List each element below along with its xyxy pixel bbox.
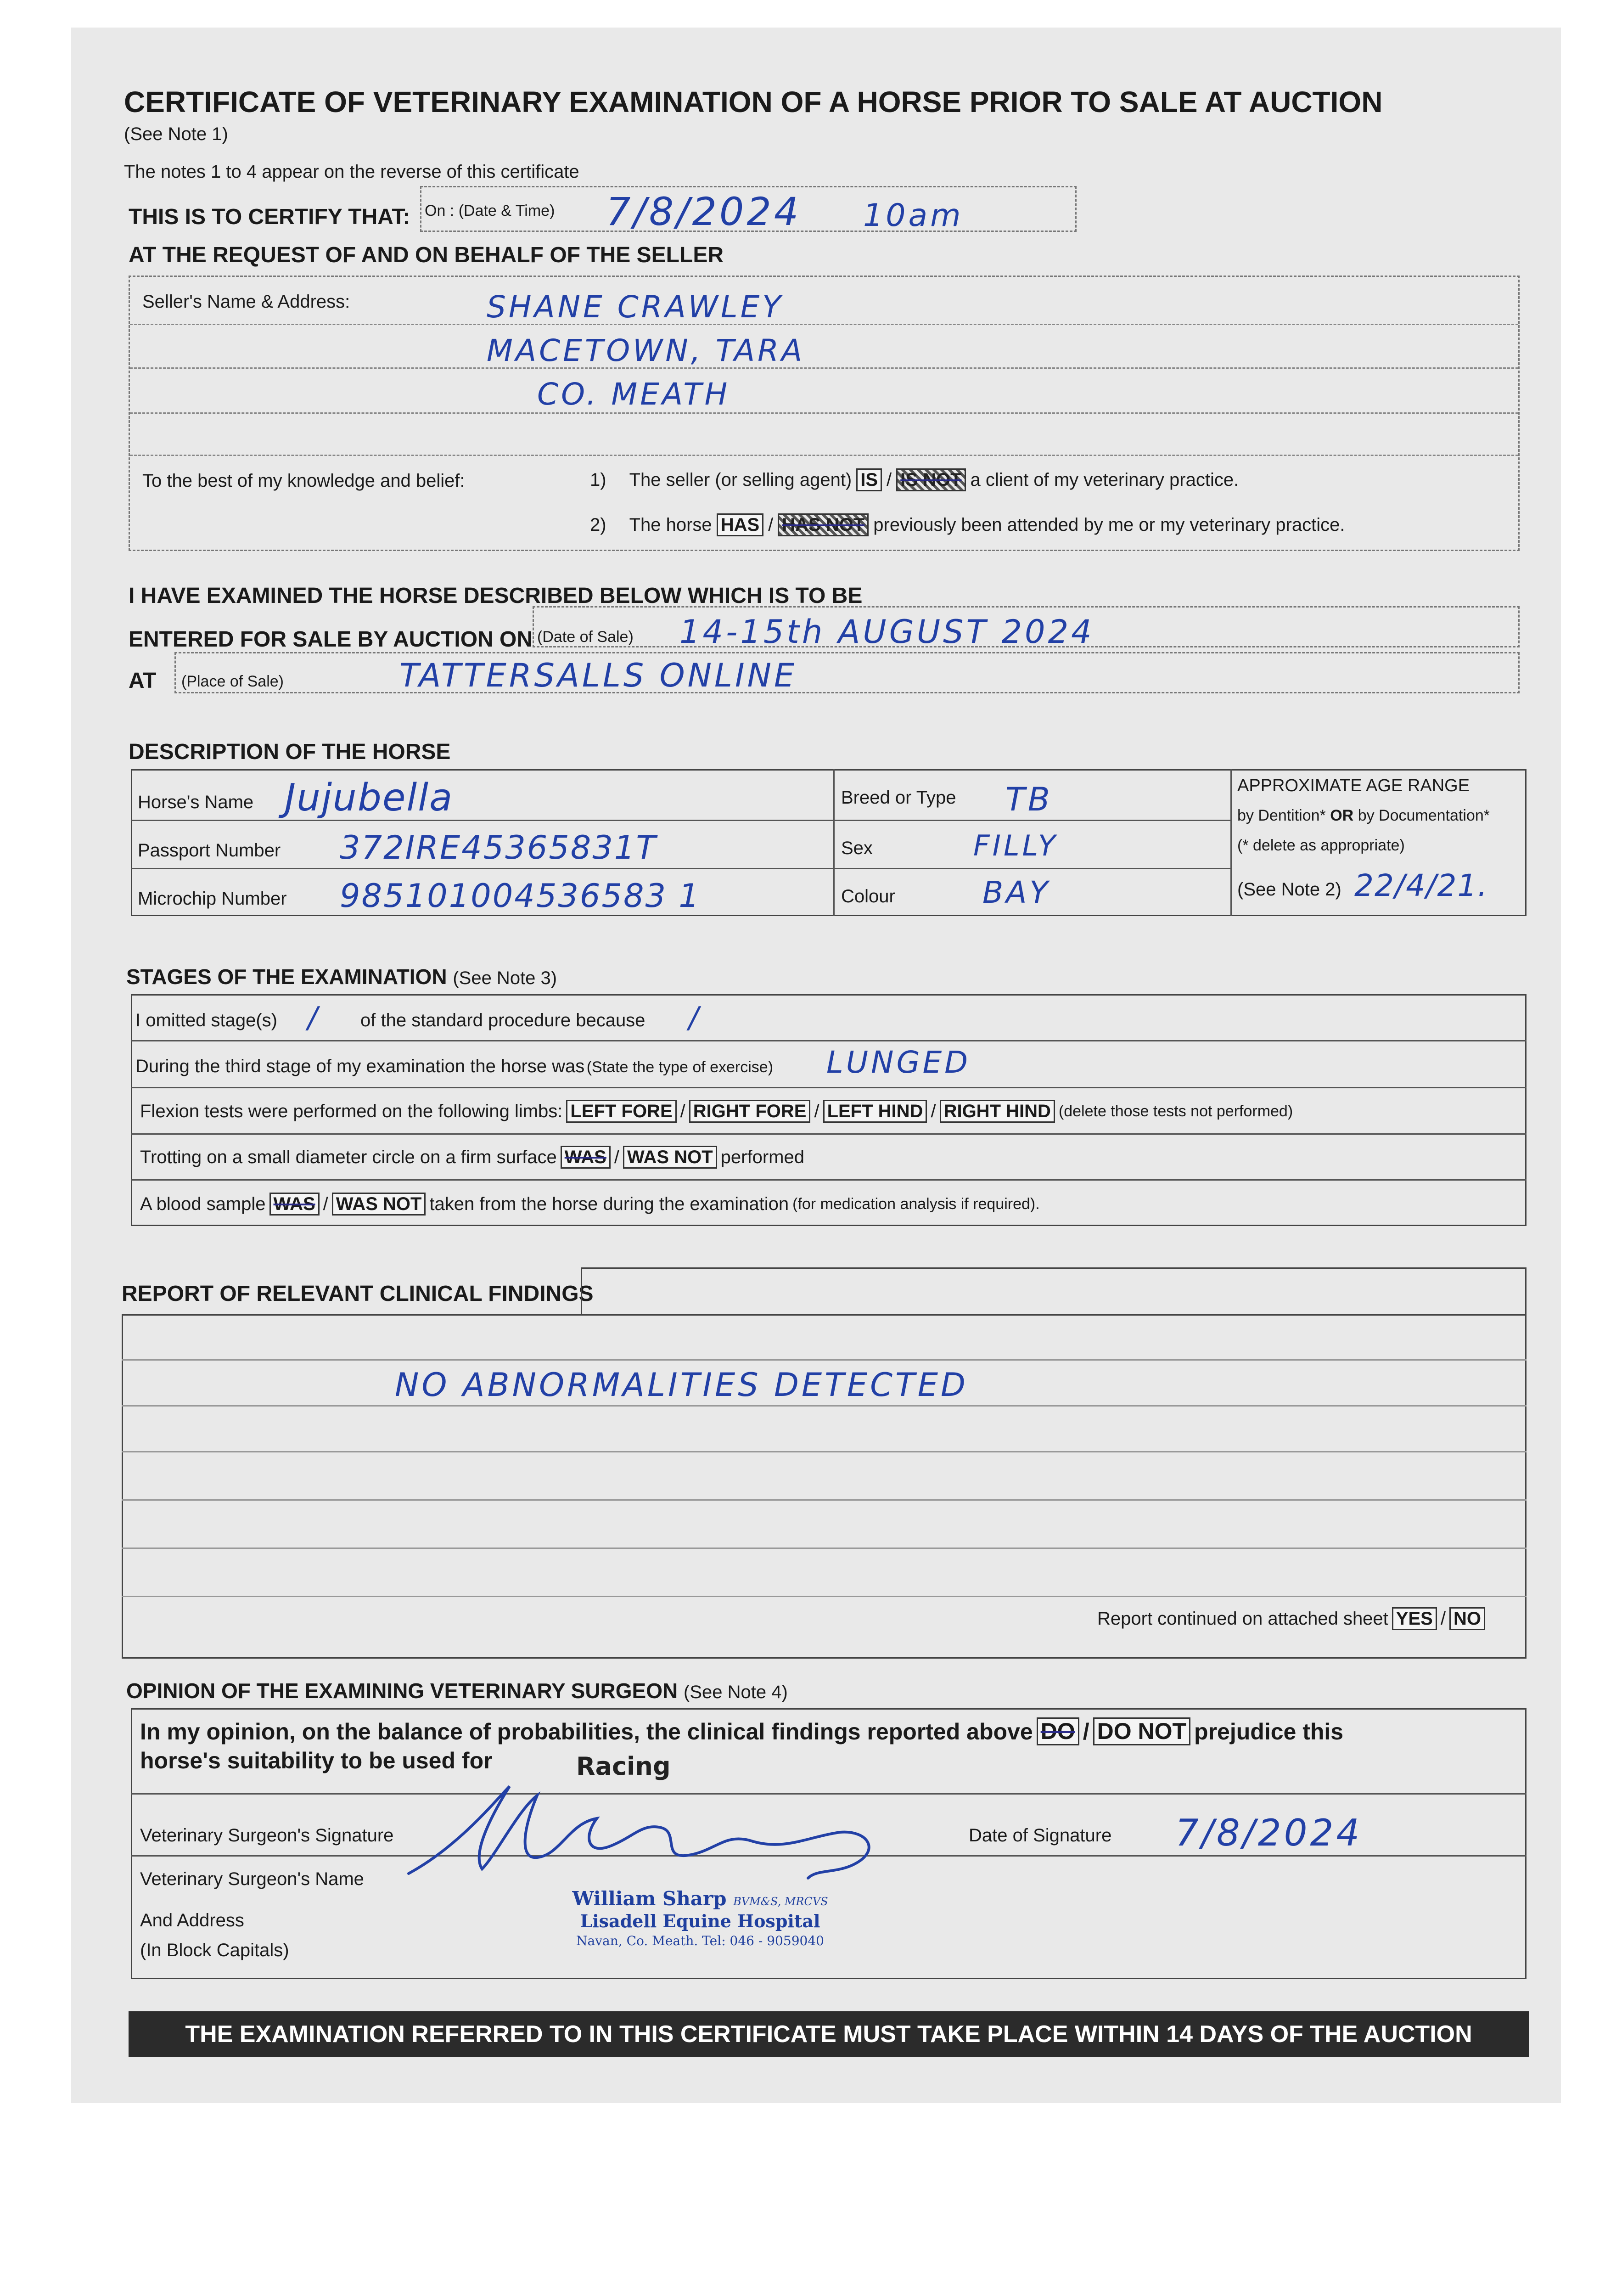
omitted-value[interactable]: / [308,1001,320,1035]
sale-heading: I HAVE EXAMINED THE HORSE DESCRIBED BELOW WHICH IS TO BE [129,584,863,608]
flexion-note: (delete those tests not performed) [1058,1102,1293,1120]
date-of-signature-value[interactable]: 7/8/2024 [1175,1812,1363,1854]
breed-value[interactable]: TB [1005,781,1053,818]
report-option-no[interactable]: NO [1449,1607,1485,1630]
certify-date-value[interactable]: 7/8/2024 [606,189,802,234]
opinion-note: (See Note 4) [684,1682,788,1702]
third-stage-value[interactable]: LUNGED [826,1045,971,1080]
report-option-yes[interactable]: YES [1392,1607,1437,1630]
opinion-heading-row [126,1678,788,1703]
sex-value[interactable]: FILLY [973,829,1058,862]
flexion-right-fore[interactable]: RIGHT FORE [689,1100,811,1123]
stamp-hospital: Lisadell Equine Hospital [580,1911,820,1931]
horse-name-value[interactable]: Jujubella [285,776,454,820]
blood-option-was[interactable]: WAS [269,1193,320,1216]
belief-label: To the best of my knowledge and belief: [142,471,465,491]
blood-post: taken from the horse during the examination [429,1193,789,1214]
trotting-option-was[interactable]: WAS [561,1146,611,1169]
report-continued-label: Report continued on attached sheet [1097,1608,1388,1629]
breed-label: Breed or Type [841,788,956,808]
age-see-note: (See Note 2) [1237,879,1341,900]
belief-1-row: 1) The seller (or selling agent) IS / IS NOT a client of my veterinary practice. [590,468,1239,491]
age-or: OR [1330,807,1354,824]
report-heading-box [581,1267,1527,1316]
vet-name-label: Veterinary Surgeon's Name [140,1869,364,1889]
belief-2-post: previously been attended by me or my veterinary practice. [873,514,1345,535]
omitted-label: I omitted stage(s) [135,1010,278,1030]
certify-time-value[interactable]: 10am [863,197,964,234]
description-heading: DESCRIPTION OF THE HORSE [129,740,451,764]
belief-1-option-is-not[interactable]: IS NOT [896,468,965,491]
stamp-name: William Sharp [572,1887,727,1910]
date-of-signature-label: Date of Signature [969,1825,1112,1846]
sale-at-label: AT [129,669,157,693]
sale-place-value[interactable]: TATTERSALLS ONLINE [399,657,797,694]
belief-2-option-has-not[interactable]: HAS NOT [778,513,869,536]
belief-1-text: The seller (or selling agent) [629,469,852,490]
opinion-text-a: In my opinion, on the balance of probabilities, the clinical findings reported above [140,1718,1033,1745]
belief-1-num: 1) [590,469,606,490]
opinion-option-do-not[interactable]: DO NOT [1093,1717,1190,1745]
opinion-use-value[interactable]: Racing [576,1752,671,1781]
notes-line: The notes 1 to 4 appear on the reverse of this certificate [124,162,579,182]
sale-date-value[interactable]: 14-15th AUGUST 2024 [679,613,1094,651]
third-stage-label: During the third stage of my examination the horse was [135,1056,585,1076]
sale-place-label: (Place of Sale) [181,673,284,690]
stages-note: (See Note 3) [453,968,557,988]
belief-2-option-has[interactable]: HAS [717,513,763,536]
blood-option-was-not[interactable]: WAS NOT [332,1193,426,1216]
opinion-text-c: horse's suitability to be used for [140,1748,493,1773]
blood-note: (for medication analysis if required). [792,1195,1040,1213]
colour-label: Colour [841,886,895,906]
age-by-documentation[interactable]: by Documentation* [1358,807,1490,824]
trotting-post: performed [720,1147,804,1167]
horse-name-label: Horse's Name [138,792,254,812]
certify-on-label: On : (Date & Time) [425,202,555,219]
age-by-dentition[interactable]: by Dentition* [1237,807,1326,824]
flexion-label: Flexion tests were performed on the following limbs: [140,1101,563,1121]
trotting-option-was-not[interactable]: WAS NOT [623,1146,717,1169]
age-delete-note: (* delete as appropriate) [1237,837,1405,854]
stages-heading: STAGES OF THE EXAMINATION [126,965,447,989]
opinion-option-do[interactable]: DO [1037,1717,1079,1745]
report-continued-row: Report continued on attached sheet YES / NO [1097,1607,1485,1630]
age-heading: APPROXIMATE AGE RANGE [1237,776,1470,795]
flexion-left-hind[interactable]: LEFT HIND [823,1100,927,1123]
belief-2-row: 2) The horse HAS / HAS NOT previously been attended by me or my veterinary practice. [590,513,1345,536]
certify-label: THIS IS TO CERTIFY THAT: [129,205,410,229]
see-note-1: (See Note 1) [124,124,228,144]
trotting-row: Trotting on a small diameter circle on a firm surface WAS / WAS NOT performed [140,1146,804,1169]
seller-heading: AT THE REQUEST OF AND ON BEHALF OF THE SELLER [129,243,724,267]
third-stage-hint: (State the type of exercise) [586,1058,774,1076]
stamp-address: Navan, Co. Meath. Tel: 046 - 9059040 [576,1933,824,1948]
blood-label: A blood sample [140,1193,266,1214]
seller-address-line-2[interactable]: MACETOWN, TARA [487,333,805,368]
certificate-title: CERTIFICATE OF VETERINARY EXAMINATION OF A HORSE PRIOR TO SALE AT AUCTION [124,85,1383,118]
footer-banner: THE EXAMINATION REFERRED TO IN THIS CERTIFICATE MUST TAKE PLACE WITHIN 14 DAYS OF THE AUCTION [129,2011,1529,2057]
belief-2-text: The horse [629,514,712,535]
flexion-left-fore[interactable]: LEFT FORE [566,1100,676,1123]
seller-address-line-3[interactable]: CO. MEATH [537,377,730,412]
vet-stamp [553,1887,847,1948]
passport-value[interactable]: 372IRE45365831T [340,829,657,867]
belief-2-num: 2) [590,514,606,535]
report-heading: REPORT OF RELEVANT CLINICAL FINDINGS [122,1282,594,1306]
trotting-label: Trotting on a small diameter circle on a firm surface [140,1147,557,1167]
flexion-row: Flexion tests were performed on the following limbs: LEFT FORE / RIGHT FORE / LEFT HIND / RIGHT HIND (delete those tests not performed) [140,1100,1293,1123]
sex-label: Sex [841,838,873,858]
seller-address-line-1[interactable]: SHANE CRAWLEY [487,289,784,325]
age-value[interactable]: 22/4/21. [1354,868,1488,903]
report-finding[interactable]: NO ABNORMALITIES DETECTED [395,1366,968,1404]
vet-address-label: And Address [140,1910,244,1930]
belief-1-option-is[interactable]: IS [856,468,882,491]
opinion-heading: OPINION OF THE EXAMINING VETERINARY SURGEON [126,1679,678,1703]
sale-date-label: (Date of Sale) [537,628,634,646]
microchip-label: Microchip Number [138,889,287,909]
vet-block-capitals-label: (In Block Capitals) [140,1940,289,1960]
stages-heading-row [126,964,557,989]
seller-name-label: Seller's Name & Address: [142,292,350,312]
opinion-text-row: In my opinion, on the balance of probabilities, the clinical findings reported above DO / DO NOT prejudice this [140,1717,1343,1745]
colour-value[interactable]: BAY [982,875,1051,910]
blood-row: A blood sample WAS / WAS NOT taken from the horse during the examination (for medication analysis if required). [140,1193,1040,1216]
sale-place-box [174,652,1520,693]
age-method-row [1237,807,1490,825]
belief-1-post: a client of my veterinary practice. [970,469,1239,490]
sale-entered-label: ENTERED FOR SALE BY AUCTION ON [129,627,533,652]
opinion-text-b: prejudice this [1194,1718,1344,1745]
third-stage-row [135,1056,773,1077]
stamp-quals: BVM&S, MRCVS [733,1895,828,1908]
signature-label: Veterinary Surgeon's Signature [140,1825,394,1846]
signature-graphic [404,1782,900,1883]
flexion-right-hind[interactable]: RIGHT HIND [940,1100,1055,1123]
because-label: of the standard procedure because [360,1010,645,1030]
microchip-value[interactable]: 985101004536583 1 [340,877,701,915]
passport-label: Passport Number [138,840,281,861]
because-value[interactable]: / [689,1001,702,1035]
